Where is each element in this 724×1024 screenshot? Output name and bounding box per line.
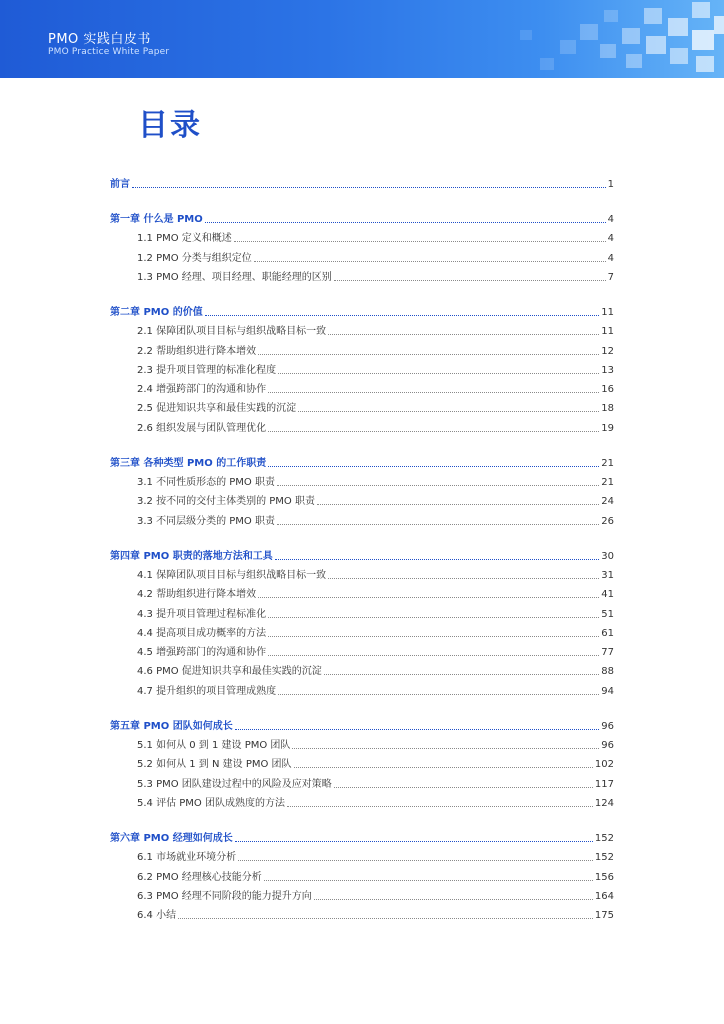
toc-entry-label: 3.1 不同性质形态的 PMO 职责	[137, 477, 275, 488]
toc-entry-label: 1.3 PMO 经理、项目经理、职能经理的区别	[137, 271, 332, 283]
dot-leader	[278, 373, 599, 374]
toc-section-row[interactable]	[137, 401, 614, 415]
toc-section-row[interactable]	[137, 664, 614, 678]
toc-page-number: 26	[601, 515, 614, 527]
toc-section-row[interactable]	[137, 587, 614, 601]
toc-page-number: 51	[601, 608, 614, 620]
dot-leader	[287, 806, 593, 807]
dot-leader	[334, 280, 606, 281]
toc-entry-label: 第六章 PMO 经理如何成长	[110, 832, 233, 844]
toc-entry-label: 5.4 评估 PMO 团队成熟度的方法	[137, 797, 285, 809]
toc-chapter-row[interactable]	[110, 456, 614, 470]
dot-leader	[132, 187, 606, 188]
toc-section-row[interactable]	[137, 908, 614, 922]
toc-entry-label: 2.6 组织发展与团队管理优化	[137, 422, 267, 434]
toc-entry-label: 前言	[110, 179, 130, 190]
toc-page-number: 164	[594, 890, 614, 902]
toc-section-row[interactable]	[137, 231, 614, 245]
toc-chapter-row[interactable]	[110, 831, 614, 845]
toc-entry-label: 2.2 帮助组织进行降本增效	[137, 345, 257, 357]
toc-page-number: 12	[601, 345, 614, 357]
dot-leader	[268, 636, 599, 637]
toc-section-row[interactable]	[137, 870, 614, 884]
toc-page-number: 152	[594, 852, 614, 864]
toc-entry-label: 第二章 PMO 的价值	[110, 306, 203, 318]
toc-page-number: 117	[594, 778, 614, 790]
toc-entry-label: 4.7 提升组织的项目管理成熟度	[137, 685, 277, 697]
toc-page-number: 4	[607, 252, 614, 264]
toc-page-number: 4	[607, 233, 614, 245]
dot-leader	[298, 411, 599, 412]
toc-section-row[interactable]	[137, 626, 614, 640]
toc-page-number: 1	[607, 179, 614, 190]
dot-leader	[264, 880, 593, 881]
toc-entry-label: 6.2 PMO 经理核心技能分析	[137, 871, 262, 883]
toc-page-number: 96	[601, 720, 614, 732]
toc-section-row[interactable]	[137, 324, 614, 338]
toc-chapter-row[interactable]	[110, 719, 614, 733]
toc-page-number: 152	[594, 832, 614, 844]
toc-page-number: 21	[601, 477, 614, 488]
toc-chapter-row[interactable]	[110, 549, 614, 563]
toc-entry-label: 1.1 PMO 定义和概述	[137, 233, 232, 245]
dot-leader	[235, 729, 600, 730]
toc-section-row[interactable]	[137, 738, 614, 752]
toc-section-row[interactable]	[137, 889, 614, 903]
toc-page-number: 18	[601, 403, 614, 415]
dot-leader	[294, 767, 593, 768]
toc-section-row[interactable]	[137, 363, 614, 377]
toc-page-number: 124	[594, 797, 614, 809]
toc-section-row[interactable]	[137, 568, 614, 582]
toc-section-row[interactable]	[137, 494, 614, 508]
toc-page-number: 88	[601, 666, 614, 678]
toc-section-row[interactable]	[137, 777, 614, 791]
toc-page-number: 24	[601, 496, 614, 508]
toc-page-number: 156	[594, 871, 614, 883]
toc-page-number: 19	[601, 422, 614, 434]
dot-leader	[178, 918, 593, 919]
toc-page-number: 102	[594, 759, 614, 771]
dot-leader	[258, 354, 599, 355]
toc-page-number: 7	[607, 271, 614, 283]
toc-page-number: 96	[601, 740, 614, 751]
dot-leader	[268, 655, 599, 656]
toc-section-row[interactable]	[137, 757, 614, 771]
dot-leader	[268, 617, 599, 618]
toc-section-row[interactable]	[137, 270, 614, 284]
dot-leader	[268, 431, 599, 432]
toc-heading: 目录	[138, 108, 202, 143]
toc-page-number: 94	[601, 685, 614, 697]
toc-entry-label: 5.1 如何从 0 到 1 建设 PMO 团队	[137, 740, 291, 751]
toc-entry-label: 5.3 PMO 团队建设过程中的风险及应对策略	[137, 778, 332, 790]
toc-page-number: 11	[601, 326, 614, 338]
toc-entry-label: 2.1 保障团队项目目标与组织战略目标一致	[137, 326, 327, 338]
dot-leader	[254, 261, 606, 262]
toc-entry-label: 3.3 不同层级分类的 PMO 职责	[137, 515, 275, 527]
dot-leader	[292, 748, 599, 749]
toc-entry-label: 4.3 提升项目管理过程标准化	[137, 608, 267, 620]
toc-entry-label: 2.4 增强跨部门的沟通和协作	[137, 384, 267, 396]
toc-page-number: 175	[594, 910, 614, 922]
toc-section-row[interactable]	[137, 475, 614, 489]
dot-leader	[234, 241, 606, 242]
toc-section-row[interactable]	[137, 421, 614, 435]
toc-section-row[interactable]	[137, 607, 614, 621]
toc-entry-label: 6.3 PMO 经理不同阶段的能力提升方向	[137, 890, 312, 902]
toc-chapter-row[interactable]	[110, 177, 614, 191]
toc-entry-label: 5.2 如何从 1 到 N 建设 PMO 团队	[137, 759, 292, 771]
dot-leader	[328, 578, 599, 579]
toc-chapter-row[interactable]	[110, 305, 614, 319]
toc-page-number: 30	[601, 550, 614, 562]
toc-page-number: 41	[601, 589, 614, 601]
toc-page-number: 16	[601, 384, 614, 396]
toc-entry-label: 1.2 PMO 分类与组织定位	[137, 252, 252, 264]
toc-entry-label: 2.3 提升项目管理的标准化程度	[137, 364, 277, 376]
toc-section-row[interactable]	[137, 514, 614, 528]
toc-section-row[interactable]	[137, 850, 614, 864]
toc-page-number: 21	[601, 457, 614, 469]
dot-leader	[205, 315, 600, 316]
dot-leader	[314, 899, 593, 900]
toc-page-number: 61	[601, 627, 614, 639]
toc-section-row[interactable]	[137, 382, 614, 396]
toc-section-row[interactable]	[137, 251, 614, 265]
dot-leader	[277, 524, 599, 525]
toc-entry-label: 第四章 PMO 职责的落地方法和工具	[110, 550, 273, 562]
dot-leader	[235, 841, 593, 842]
toc-entry-label: 4.6 PMO 促进知识共享和最佳实践的沉淀	[137, 666, 322, 678]
toc-section-row[interactable]	[137, 344, 614, 358]
toc-entry-label: 2.5 促进知识共享和最佳实践的沉淀	[137, 403, 297, 415]
toc-page-number: 31	[601, 569, 614, 581]
dot-leader	[258, 597, 599, 598]
toc-page-number: 77	[601, 647, 614, 659]
toc-entry-label: 4.4 提高项目成功概率的方法	[137, 627, 267, 639]
toc-entry-label: 3.2 按不同的交付主体类别的 PMO 职责	[137, 496, 315, 508]
toc-entry-label: 4.5 增强跨部门的沟通和协作	[137, 647, 267, 659]
dot-leader	[324, 674, 599, 675]
toc-entry-label: 6.4 小结	[137, 910, 177, 922]
dot-leader	[277, 485, 599, 486]
toc-entry-label: 6.1 市场就业环境分析	[137, 852, 237, 864]
toc-section-row[interactable]	[137, 645, 614, 659]
toc-page-number: 4	[607, 214, 614, 225]
dot-leader	[275, 559, 600, 560]
toc-entry-label: 第五章 PMO 团队如何成长	[110, 720, 233, 732]
dot-leader	[238, 860, 593, 861]
toc-page-number: 13	[601, 364, 614, 376]
toc-section-row[interactable]	[137, 796, 614, 810]
dot-leader	[205, 222, 606, 223]
toc-entry-label: 4.1 保障团队项目目标与组织战略目标一致	[137, 569, 327, 581]
dot-leader	[268, 392, 599, 393]
toc-entry-label: 第一章 什么是 PMO	[110, 214, 203, 225]
header-subtitle: PMO Practice White Paper	[48, 47, 170, 57]
dot-leader	[328, 334, 599, 335]
toc-page-number: 11	[601, 306, 614, 318]
toc-entry-label: 4.2 帮助组织进行降本增效	[137, 589, 257, 601]
toc-section-row[interactable]	[137, 684, 614, 698]
toc-entry-label: 第三章 各种类型 PMO 的工作职责	[110, 457, 267, 469]
dot-leader	[268, 466, 599, 467]
dot-leader	[334, 787, 593, 788]
dot-leader	[317, 504, 599, 505]
toc-chapter-row[interactable]	[110, 212, 614, 226]
dot-leader	[278, 694, 599, 695]
header-title: PMO 实践白皮书	[48, 32, 151, 47]
